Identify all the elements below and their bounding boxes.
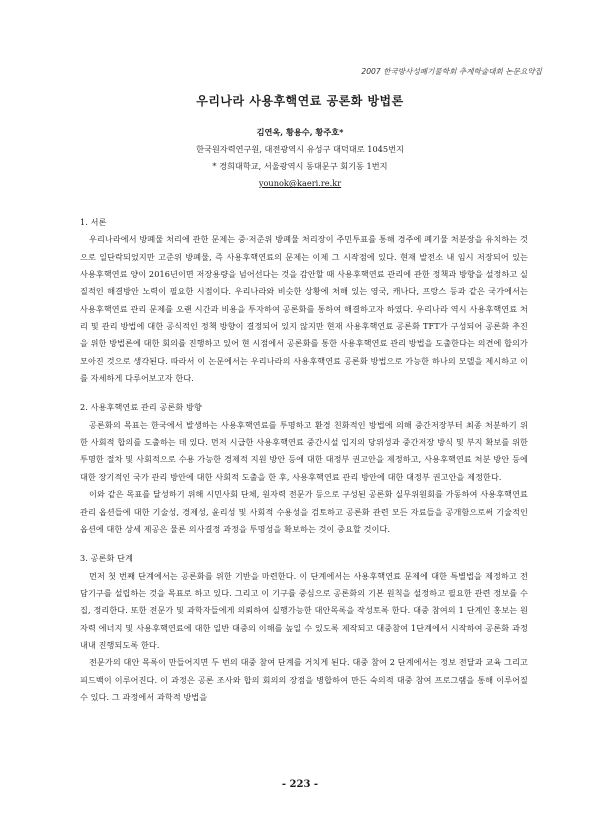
paper-body [80, 214, 528, 706]
author-names: 김연옥, 황용수, 황주호* [256, 127, 344, 137]
paper-title: 우리나라 사용후핵연료 공론화 방법론 [196, 94, 404, 108]
section-2-paragraph-2: 이와 같은 목표를 달성하기 위해 시민사회 단체, 원자력 전문가 등으로 구성된 공론화 실무위원회를 가동하여 사용후핵연료 관리 옵션들에 대한 기술성, 경제성, 윤리성 및 사회적 수용성을 검토하고 공론화 관련 모든 자료들을 공개함으로써 기술적인 옵션에 대한 상세 제공은 물론 의사결정 과정을 투명성을 확보하는 것이 중요할 것이다. [80, 489, 528, 534]
section-title-stages: 3. 공론화 단계 [80, 553, 134, 564]
proceedings-header: 2007 한국방사성폐기물학회 추계학술대회 논문요약집 [361, 67, 542, 76]
affiliation-2: * 경희대학교, 서울광역시 동대문구 회기동 1번지 [212, 161, 388, 171]
section-3-paragraph-2: 전문가의 대안 목록이 만들어지면 두 번의 대중 참여 단계를 거치게 된다. 대중 참여 2 단계에서는 정보 전달과 교육 그리고 피드백이 이루어진다. 이 과정은 공론 조사와 합의 회의의 장점을 병합하여 만든 숙의적 대중 참여 프로그램을 통해 이루어질 수 있다. 그 과정에서 과학적 방법을 [80, 657, 528, 702]
section-1-paragraph-1: 우리나라에서 방폐물 처리에 관한 문제는 중·저준위 방폐물 처리장이 주민투표를 통해 경주에 폐기물 처분장을 유치하는 것으로 일단락되었지만 고준위 방폐물, 즉 사용후핵연료의 문제는 이제 그 시작점에 있다. 현재 발전소 내 임시 저장되어 있는 사용후핵연료 양이 2016년이면 저장용량을 넘어선다는 것을 감안할 때 사용후핵연료 관리에 관한 정책과 방향을 설정하고 실질적인 해결방안 노력이 필요한 시점이다. 우리나라와 비슷한 상황에 처해 있는 영국, 캐나다, 프랑스 등과 같은 국가에서는 사용후핵연료 관리 문제를 오랜 시간과 비용을 투자하여 공론화를 통하여 해결하고자 하였다. 우리나라 역시 사용후핵연료 처리 및 관리 방법에 대한 공식적인 정책 방향이 결정되어 있지 않지만 현재 사용후핵연료 공론화 TFT가 구성되어 공론화 추진을 위한 방법론에 대한 회의를 진행하고 있어 현 시점에서 공론화를 통한 사용후핵연료 관리 방법을 도출한다는 의견에 합의가 모아진 것으로 생각된다. 따라서 이 논문에서는 우리나라의 사용후핵연료 공론화 방법으로 가능한 하나의 모델을 제시하고 이를 자세하게 다루어보고자 한다. [80, 234, 528, 384]
section-2-paragraph-1: 공론화의 목표는 한국에서 발생하는 사용후핵연료를 투명하고 환경 친화적인 방법에 의해 중간저장부터 최종 처분하기 위한 사회적 합의를 도출하는 데 있다. 먼저 시급한 사용후핵연료 중간시설 입지의 당위성과 중간저장 방식 및 부지 확보를 위한 투명한 절차 및 사회적으로 수용 가능한 경제적 지원 방안 등에 대한 대정부 권고안을 제정하고, 사용후핵연료 처분 방안 등에 대한 장기적인 국가 관리 방안에 대한 사회적 도출을 한 후, 사용후핵연료 관리 방안에 대한 대정부 권고안을 제정한다. [80, 419, 528, 482]
author-block [0, 124, 600, 192]
section-title-introduction: 1. 서론 [80, 217, 107, 227]
page-number: - 223 - [281, 779, 319, 790]
section-title-direction: 2. 사용후핵연료 관리 공론화 방향 [80, 402, 202, 413]
section-3-paragraph-1: 먼저 첫 번째 단계에서는 공론화를 위한 기반을 마련한다. 이 단계에서는 사용후핵연료 문제에 대한 특별법을 제정하고 전담기구를 설립하는 것을 목표로 하고 있다. 그리고 이 기구를 중심으로 공론화의 기본 원칙을 설정하고 필요한 관련 정보를 수집, 정리한다. 또한 전문가 및 과학자들에게 의뢰하여 실행가능한 대안목록을 작성토록 한다. 대중 참여의 1 단계인 홍보는 원자력 에너지 및 사용후핵연료에 대한 일반 대중의 이해를 높일 수 있도록 제작되고 대중참여 1단계에서 시작하여 공론화 과정 내내 진행되도록 한다. [80, 570, 528, 650]
affiliation-1: 한국원자력연구원, 대전광역시 유성구 대덕대로 1045번지 [196, 144, 404, 154]
author-email[interactable]: younok@kaeri.re.kr [258, 178, 342, 188]
